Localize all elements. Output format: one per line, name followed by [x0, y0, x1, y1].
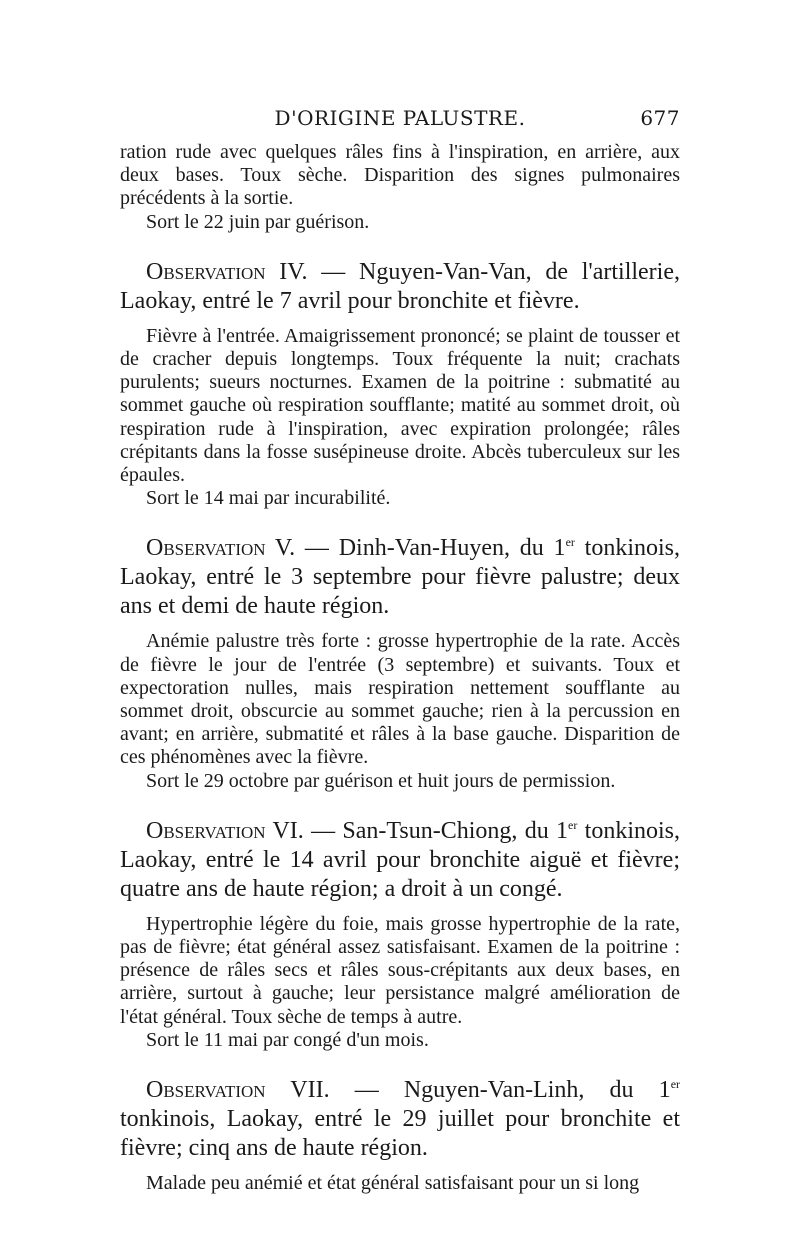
page-number: 677 — [640, 106, 680, 130]
observation-vi-exit: Sort le 11 mai par congé d'un mois. — [146, 1028, 429, 1051]
observation-vii-heading — [120, 1076, 680, 1163]
observation-vi-heading — [120, 817, 680, 904]
observation-label: Observation V. — [146, 535, 296, 562]
observation-iv-exit: Sort le 14 mai par incurabilité. — [146, 487, 391, 510]
observation-label: Observation IV. — [146, 258, 308, 285]
body-text — [120, 141, 680, 1195]
observation-v-body: Anémie palustre très forte : grosse hypertrophie de la rate. Accès de fièvre le jour de l'entrée (3 septembre) et suivants. Toux et expectoration nulles, mais respiration nettement soufflante au sommet droit, obscurcie au sommet gauche; rien à la percussion en avant; en arrière, submatité et râles à la base gauche. Disparition de ces phénomènes avec la fièvre. — [120, 630, 680, 769]
intro-exit-line: Sort le 22 juin par guérison. — [146, 210, 370, 233]
running-title: D'ORIGINE PALUSTRE. — [274, 106, 526, 130]
observation-vii-body: Malade peu anémié et état général satisfaisant pour un si long — [146, 1172, 640, 1195]
observation-label: Observation VI. — [146, 817, 304, 844]
observation-heading-text: — Nguyen-Van-Linh, du 1 — [329, 1077, 671, 1104]
observation-heading-text: tonkinois, Laokay, entré le 14 avril pour bronchite aiguë et fièvre; quatre ans de haute région; a droit à un congé. — [120, 817, 680, 902]
observation-label: Observation VII. — [146, 1077, 330, 1104]
observation-heading-text: tonkinois, Laokay, entré le 29 juillet pour bronchite et fièvre; cinq ans de haute région. — [120, 1106, 680, 1162]
observation-vi-body: Hypertrophie légère du foie, mais grosse hypertrophie de la rate, pas de fièvre; état général assez satisfaisant. Examen de la poitrine : présence de râles secs et râles sous-crépitants aux deux bases, en arrière, surtout à gauche; leur persistance malgré amélioration de l'état général. Toux sèche de temps à autre. — [120, 912, 680, 1028]
observation-iv-body: Fièvre à l'entrée. Amaigrissement prononcé; se plaint de tousser et de cracher depuis longtemps. Toux fréquente la nuit; crachats purulents; sueurs nocturnes. Examen de la poitrine : submatité au sommet gauche où respiration soufflante; matité au sommet droit, où respiration rude à l'inspiration, avec expiration prolongée; râles crépitants dans la fosse susépineuse droite. Abcès tuberculeux sur les épaules. — [120, 324, 680, 487]
observation-heading-text: — San-Tsun-Chiong, du 1 — [303, 817, 569, 844]
ordinal-superscript: er — [568, 817, 578, 832]
page-header — [120, 106, 680, 136]
observation-iv-heading — [120, 258, 680, 316]
observation-heading-text: — Nguyen-Van-Van, de l'artillerie, Laokay, entré le 7 avril pour bronchite et fièvre. — [120, 258, 680, 314]
observation-v-exit: Sort le 29 octobre par guérison et huit jours de permission. — [146, 769, 616, 792]
observation-v-heading — [120, 534, 680, 621]
observation-heading-text: tonkinois, Laokay, entré le 3 septembre pour fièvre palustre; deux ans et demi de haute région. — [120, 535, 681, 620]
ordinal-superscript: er — [670, 1077, 681, 1092]
observation-heading-text: — Dinh-Van-Huyen, du 1 — [295, 535, 566, 562]
ordinal-superscript: er — [565, 535, 575, 550]
intro-paragraph: ration rude avec quelques râles fins à l'inspiration, en arrière, aux deux bases. Toux sèche. Disparition des signes pulmonaires précédents à la sortie. — [120, 141, 680, 210]
